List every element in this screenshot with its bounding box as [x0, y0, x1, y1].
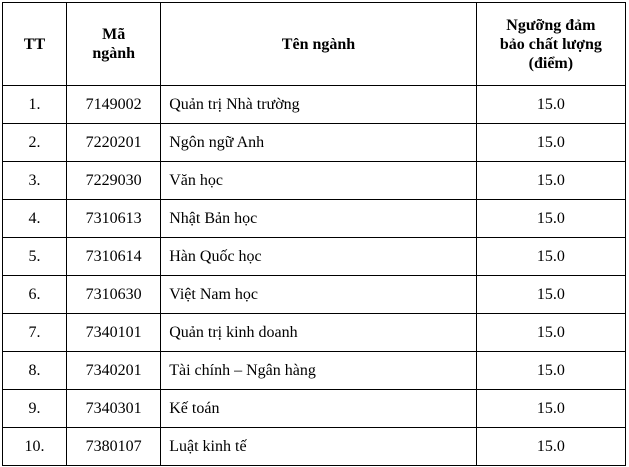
table-row — [3, 238, 626, 276]
major-code: 7340201 — [67, 352, 161, 390]
row-number: 2. — [3, 124, 67, 162]
quality-threshold: 15.0 — [476, 428, 625, 466]
major-name: Việt Nam học — [161, 276, 477, 314]
major-name: Quản trị kinh doanh — [161, 314, 477, 352]
header-code: Mã ngành — [67, 3, 161, 86]
major-code: 7220201 — [67, 124, 161, 162]
major-name: Quản trị Nhà trường — [161, 86, 477, 124]
major-name: Luật kinh tế — [161, 428, 477, 466]
table-row — [3, 352, 626, 390]
major-code: 7310613 — [67, 200, 161, 238]
major-code: 7229030 — [67, 162, 161, 200]
row-number: 1. — [3, 86, 67, 124]
quality-threshold: 15.0 — [476, 352, 625, 390]
row-number: 8. — [3, 352, 67, 390]
table-row — [3, 428, 626, 466]
table-row — [3, 276, 626, 314]
major-name: Văn học — [161, 162, 477, 200]
table-row — [3, 124, 626, 162]
row-number: 5. — [3, 238, 67, 276]
row-number: 6. — [3, 276, 67, 314]
header-score: Ngưỡng đảm bảo chất lượng (điểm) — [476, 3, 625, 86]
major-name: Kế toán — [161, 390, 477, 428]
major-code: 7310614 — [67, 238, 161, 276]
quality-threshold: 15.0 — [476, 276, 625, 314]
row-number: 7. — [3, 314, 67, 352]
majors-table — [2, 2, 626, 466]
major-code: 7149002 — [67, 86, 161, 124]
major-name: Tài chính – Ngân hàng — [161, 352, 477, 390]
table-row — [3, 162, 626, 200]
table-row — [3, 200, 626, 238]
table-row — [3, 86, 626, 124]
header-name: Tên ngành — [161, 3, 477, 86]
quality-threshold: 15.0 — [476, 200, 625, 238]
quality-threshold: 15.0 — [476, 162, 625, 200]
table-header-row — [3, 3, 626, 86]
major-code: 7380107 — [67, 428, 161, 466]
quality-threshold: 15.0 — [476, 390, 625, 428]
quality-threshold: 15.0 — [476, 314, 625, 352]
row-number: 10. — [3, 428, 67, 466]
quality-threshold: 15.0 — [476, 124, 625, 162]
major-code: 7340101 — [67, 314, 161, 352]
row-number: 9. — [3, 390, 67, 428]
row-number: 3. — [3, 162, 67, 200]
table-row — [3, 314, 626, 352]
major-code: 7310630 — [67, 276, 161, 314]
major-code: 7340301 — [67, 390, 161, 428]
major-name: Ngôn ngữ Anh — [161, 124, 477, 162]
table-row — [3, 390, 626, 428]
header-tt: TT — [3, 3, 67, 86]
major-name: Hàn Quốc học — [161, 238, 477, 276]
quality-threshold: 15.0 — [476, 86, 625, 124]
quality-threshold: 15.0 — [476, 238, 625, 276]
major-name: Nhật Bản học — [161, 200, 477, 238]
row-number: 4. — [3, 200, 67, 238]
